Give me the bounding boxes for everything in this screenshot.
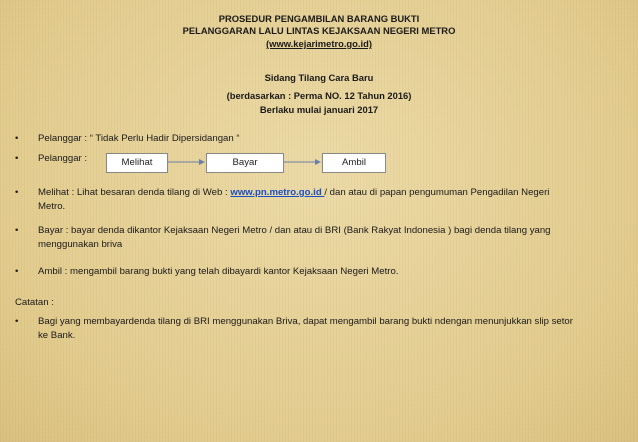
bullet-icon: • (15, 225, 19, 236)
melihat-text-post: / dan atau di papan pengumuman Pengadilan Negeri (324, 187, 550, 198)
bullet-icon: • (15, 266, 19, 277)
melihat-text-pre: Melihat : Lihat besaran denda tilang di Web : (38, 187, 231, 198)
title-line-2: PELANGGARAN LALU LINTAS KEJAKSAAN NEGERI METRO (182, 25, 456, 36)
bayar-text-line1: Bayar : bayar denda dikantor Kejaksaan Negeri Metro / dan atau di BRI (Bank Rakyat Indonesia ) bagi denda tilang yang (38, 225, 551, 236)
catatan-line2: ke Bank. (38, 330, 76, 341)
catatan-label (15, 296, 54, 310)
flow-step-bayar: Bayar (206, 153, 284, 173)
catatan-text: Catatan : (15, 297, 54, 308)
bullet-text: Ambil : mengambil barang bukti yang telah dibayardi kantor Kejaksaan Negeri Metro. (38, 266, 399, 277)
bullet-text: Pelanggar : (38, 153, 88, 164)
flow-step-melihat: Melihat (106, 153, 168, 173)
subtitle-berlaku: Berlaku mulai januari 2017 (259, 104, 379, 115)
catatan-line1: Bagi yang membayardenda tilang di BRI menggunakan Briva, dapat mengambil barang bukti ndengan menunjukkan slip setor (38, 316, 573, 327)
subtitle-perma: (berdasarkan : Perma NO. 12 Tahun 2016) (226, 90, 412, 101)
bullet-text (38, 315, 628, 343)
bullet-text (38, 224, 628, 252)
bullet-icon: • (15, 133, 19, 144)
subtitle-sidang: Sidang Tilang Cara Baru (264, 72, 374, 83)
bullet-text (38, 186, 628, 214)
melihat-text-line2: Metro. (38, 201, 66, 212)
pn-metro-link[interactable]: www.pn.metro.go.id (230, 187, 325, 198)
bullet-icon: • (15, 187, 19, 198)
bayar-text-line2: menggunakan briva (38, 239, 123, 250)
bullet-icon: • (15, 153, 19, 164)
bullet-icon: • (15, 316, 19, 327)
bullet-text: Pelanggar : “ Tidak Perlu Hadir Dipersidangan “ (38, 133, 240, 144)
website-link[interactable]: (www.kejarimetro.go.id) (266, 38, 372, 49)
title-line-1: PROSEDUR PENGAMBILAN BARANG BUKTI (218, 13, 420, 24)
flow-step-ambil: Ambil (322, 153, 386, 173)
